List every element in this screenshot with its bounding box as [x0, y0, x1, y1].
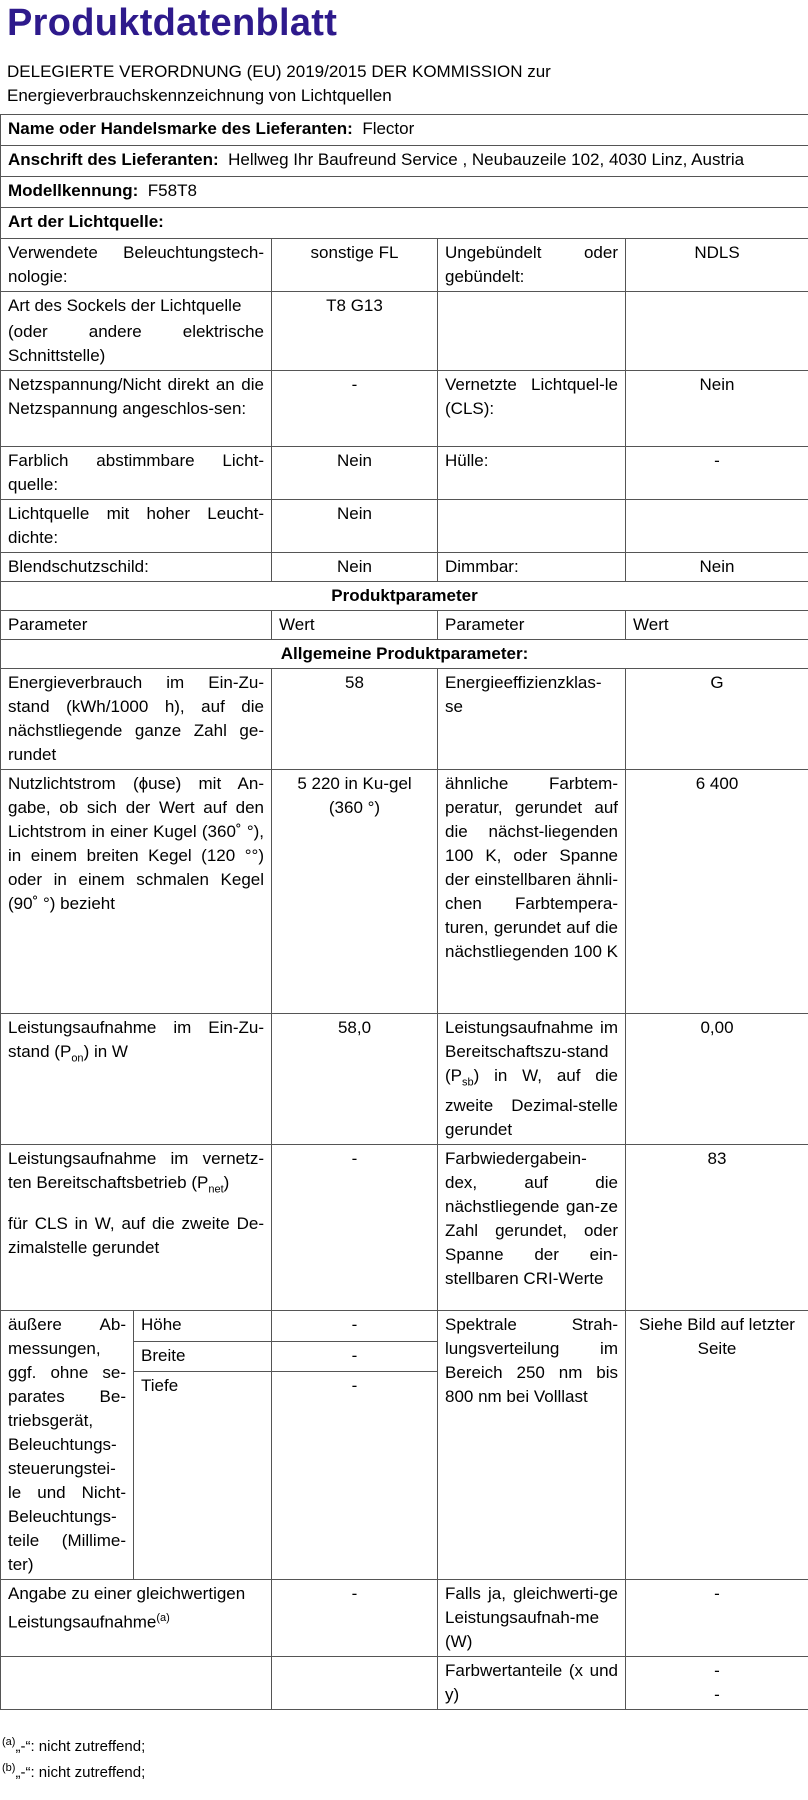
footnote-a-text: „-“: nicht zutreffend;	[15, 1738, 146, 1755]
cls-value: Nein	[626, 371, 808, 447]
dimmable-value: Nein	[626, 553, 808, 582]
empty-cell	[438, 500, 626, 553]
model-label: Modellkennung:	[8, 181, 139, 200]
psb-sub: sb	[462, 1076, 474, 1089]
technology-row	[1, 239, 808, 292]
tunable-row	[1, 447, 808, 500]
psb-label-b: ) in W, auf die zweite Dezimal-stelle gerundet	[445, 1066, 618, 1140]
energy-row	[1, 669, 808, 770]
socket-label-cell	[1, 292, 272, 371]
cct-value: 6 400	[626, 770, 808, 1014]
model-value: F58T8	[147, 181, 197, 200]
antiglare-label: Blendschutzschild:	[1, 553, 272, 582]
lightsource-type-row	[1, 208, 808, 239]
equiv-power-label: Falls ja, gleichwerti-ge Leistungsaufnah-me (W)	[438, 1580, 626, 1657]
height-value: -	[272, 1311, 438, 1341]
general-params-row	[1, 640, 808, 669]
socket-label-2: (oder andere elektrische Schnittstelle)	[8, 322, 264, 365]
envelope-label: Hülle:	[438, 447, 626, 500]
equiv-power-value: -	[626, 1580, 808, 1657]
psb-label	[438, 1014, 626, 1145]
equiv-label-text: Angabe zu einer gleichwertigen Leistungsaufnahme	[8, 1584, 246, 1633]
col-wert-2: Wert	[626, 611, 808, 640]
chroma-values	[626, 1657, 808, 1710]
equiv-sup: (a)	[156, 1612, 170, 1625]
supplier-address-cell	[1, 146, 808, 177]
equivalent-row	[1, 1580, 808, 1657]
mains-row	[1, 371, 808, 447]
psb-label-a: Leistungsaufnahme im Bereitschaftszu-stand (P	[445, 1018, 618, 1085]
width-value: -	[272, 1341, 438, 1371]
footnote-a-mark: (a)	[2, 1736, 16, 1748]
antiglare-row	[1, 553, 808, 582]
bundled-label: Ungebündelt oder gebündelt:	[438, 239, 626, 292]
dimmable-label: Dimmbar:	[438, 553, 626, 582]
tech-value: sonstige FL	[272, 239, 438, 292]
model-cell	[1, 177, 808, 208]
pon-label-b: ) in W	[83, 1042, 128, 1061]
flux-label: Nutzlichtstrom (ϕuse) mit An-gabe, ob sich der Wert auf den Lichtstrom in einer Kugel (360˚ °), in einem breiten Kegel (120 °°) oder in einem schmalen Kegel (90˚ °) bezieht	[1, 770, 272, 1014]
empty-cell	[438, 292, 626, 371]
footnote-b-text: „-“: nicht zutreffend;	[15, 1764, 146, 1781]
energy-label: Energieverbrauch im Ein-Zu-stand (kWh/1000 h), auf die nächstliegende ganze Zahl ge-rundet	[1, 669, 272, 770]
page-title: Produktdatenblatt	[7, 2, 338, 44]
psb-value: 0,00	[626, 1014, 808, 1145]
supplier-name-label: Name oder Handelsmarke des Lieferanten:	[8, 119, 353, 138]
supplier-address-label: Anschrift des Lieferanten:	[8, 150, 219, 169]
section-row	[1, 582, 808, 611]
pon-label	[1, 1014, 272, 1145]
product-data-table	[0, 114, 808, 1710]
tunable-value: Nein	[272, 447, 438, 500]
dims-label: äußere Ab-messungen, ggf. ohne se-parates Be-triebsgerät, Beleuchtungs-steuerungstei-le und Nicht-Beleuchtungs-teile (Millime-ter)	[1, 1311, 134, 1580]
supplier-address-row	[1, 146, 808, 177]
tunable-label: Farblich abstimmbare Licht-quelle:	[1, 447, 272, 500]
cls-label: Vernetzte Lichtquel-le (CLS):	[438, 371, 626, 447]
energy-value: 58	[272, 669, 438, 770]
pnet-sub: net	[208, 1183, 224, 1196]
tech-label: Verwendete Beleuchtungstech-nologie:	[1, 239, 272, 292]
socket-value: T8 G13	[272, 292, 438, 371]
pnet-label-b: )	[223, 1173, 230, 1193]
cct-label: ähnliche Farbtem-peratur, gerundet auf die nächst-liegenden 100 K, oder Spanne der einstellbaren ähnli-chen Farbtempera-turen, gerundet auf die nächstliegenden 100 K	[438, 770, 626, 1014]
supplier-name-cell	[1, 115, 808, 146]
cri-label: Farbwiedergabein-dex, auf die nächstliegende gan-ze Zahl gerundet, oder Spanne der ein-stellbaren CRI-Werte	[438, 1145, 626, 1311]
chroma-y: -	[714, 1685, 720, 1705]
mains-label: Netzspannung/Nicht direkt an die Netzspannung angeschlos-sen:	[1, 371, 272, 447]
socket-row	[1, 292, 808, 371]
col-parameter-2: Parameter	[438, 611, 626, 640]
pnet-row	[1, 1145, 808, 1311]
width-label: Breite	[134, 1341, 272, 1371]
empty-cell	[1, 1657, 272, 1710]
height-label: Höhe	[134, 1311, 272, 1341]
equiv-label	[1, 1580, 272, 1657]
high-luminance-row	[1, 500, 808, 553]
equiv-value: -	[272, 1580, 438, 1657]
antiglare-value: Nein	[272, 553, 438, 582]
pon-label-a: Leistungsaufnahme im Ein-Zu-stand (P	[8, 1018, 264, 1061]
footnote-a	[2, 1736, 145, 1755]
chromaticity-row	[1, 1657, 808, 1710]
empty-cell	[626, 292, 808, 371]
mains-value: -	[272, 371, 438, 447]
section-title: Produktparameter	[1, 582, 808, 611]
model-row	[1, 177, 808, 208]
spd-value: Siehe Bild auf letzter Seite	[626, 1311, 808, 1580]
supplier-name-row	[1, 115, 808, 146]
pnet-label-cont: für CLS in W, auf die zweite De-zimalstelle gerundet	[8, 1213, 264, 1257]
regulation-line-2: Energieverbrauchskennzeichnung von Lichtquellen	[7, 86, 392, 105]
supplier-name-value: Flector	[362, 119, 415, 138]
supplier-address-value: Hellweg Ihr Baufreund Service , Neubauzeile 102, 4030 Linz, Austria	[228, 150, 745, 169]
bundled-value: NDLS	[626, 239, 808, 292]
eclass-label: Energieeffizienzklas-se	[438, 669, 626, 770]
depth-value: -	[272, 1371, 438, 1580]
flux-row	[1, 770, 808, 1014]
depth-label: Tiefe	[134, 1371, 272, 1580]
dims-height-row	[1, 1311, 808, 1341]
footnote-b	[2, 1762, 145, 1781]
chroma-x: -	[714, 1661, 720, 1681]
pnet-label-a: Leistungsaufnahme im vernetz-ten Bereitschaftsbetrieb (P	[8, 1149, 264, 1193]
col-wert: Wert	[272, 611, 438, 640]
power-on-row	[1, 1014, 808, 1145]
spd-label: Spektrale Strah-lungsverteilung im Bereich 250 nm bis 800 nm bei Volllast	[438, 1311, 626, 1580]
regulation-line-1: DELEGIERTE VERORDNUNG (EU) 2019/2015 DER KOMMISSION zur	[7, 62, 551, 81]
hld-label: Lichtquelle mit hoher Leucht-dichte:	[1, 500, 272, 553]
pnet-value: -	[272, 1145, 438, 1311]
pnet-label	[1, 1145, 272, 1311]
pon-sub: on	[71, 1052, 84, 1065]
eclass-value: G	[626, 669, 808, 770]
col-parameter: Parameter	[1, 611, 272, 640]
pon-value: 58,0	[272, 1014, 438, 1145]
chroma-label: Farbwertanteile (x und y)	[438, 1657, 626, 1710]
hld-value: Nein	[272, 500, 438, 553]
general-params-title: Allgemeine Produktparameter:	[1, 640, 808, 669]
envelope-value: -	[626, 447, 808, 500]
lightsource-type-heading: Art der Lichtquelle:	[1, 208, 808, 239]
empty-cell	[626, 500, 808, 553]
cri-value: 83	[626, 1145, 808, 1311]
socket-label: Art des Sockels der Lichtquelle	[8, 296, 242, 315]
footnote-b-mark: (b)	[2, 1762, 16, 1774]
empty-cell	[272, 1657, 438, 1710]
flux-value: 5 220 in Ku-gel (360 °)	[272, 770, 438, 1014]
column-header-row	[1, 611, 808, 640]
